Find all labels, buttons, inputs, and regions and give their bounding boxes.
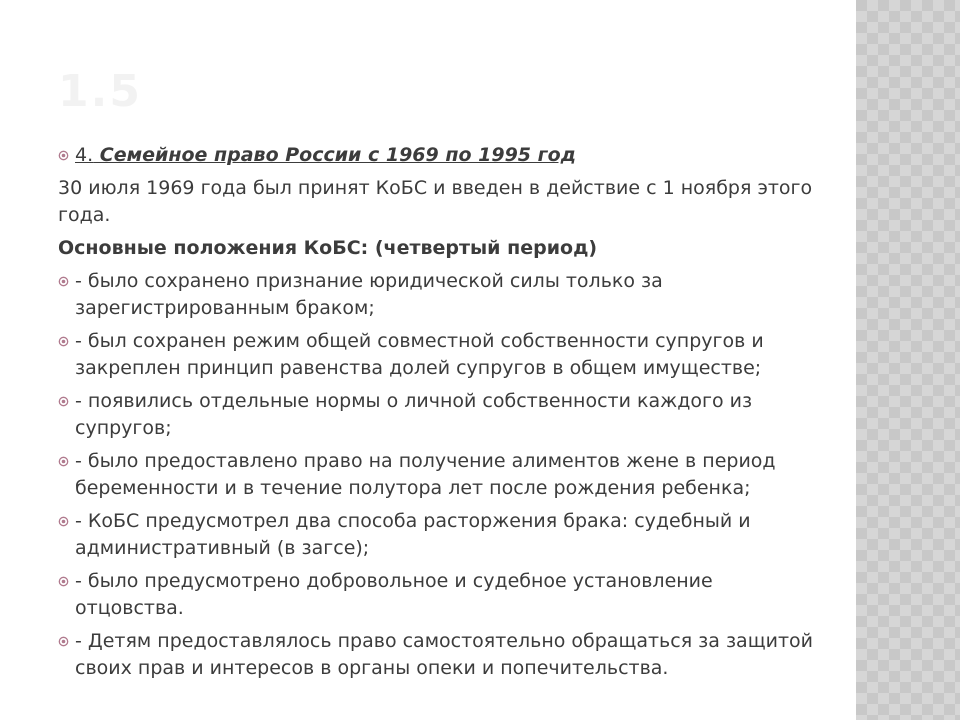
bullet-text: - появились отдельные нормы о личной собственности каждого из супругов; [75,390,753,439]
heading-number: 4. [75,144,94,166]
circle-bullet-icon [58,516,69,527]
circle-bullet-icon [58,276,69,287]
bullet-item [58,268,818,322]
circle-bullet-icon [58,336,69,347]
intro-paragraph: 30 июля 1969 года был принят КоБС и введен в действие с 1 ноября этого года. [58,177,813,226]
decorative-side-pattern [856,0,960,720]
bullet-item [58,628,818,682]
bullet-item [58,388,818,442]
bullet-list [58,268,818,682]
slide-title: 1.5 [58,66,142,117]
bullet-text: - было предусмотрено добровольное и судебное установление отцовства. [75,570,713,619]
circle-bullet-icon [58,636,69,647]
circle-bullet-icon [58,396,69,407]
subheading: Основные положения КоБС: (четвертый период) [58,237,598,259]
circle-bullet-icon [58,456,69,467]
bullet-text: - КоБС предусмотрел два способа расторжения брака: судебный и административный (в загсе); [75,510,751,559]
bullet-text: - было предоставлено право на получение алиментов жене в период беременности и в течение полутора лет после рождения ребенка; [75,450,776,499]
section-heading [58,142,818,169]
slide-content [58,142,818,688]
bullet-item [58,448,818,502]
bullet-text: - было сохранено признание юридической силы только за зарегистрированным браком; [75,270,663,319]
bullet-text: - Детям предоставлялось право самостоятельно обращаться за защитой своих прав и интересов в органы опеки и попечительства. [75,630,813,679]
circle-bullet-icon [58,150,69,161]
bullet-text: - был сохранен режим общей совместной собственности супругов и закреплен принцип равенства долей супругов в общем имуществе; [75,330,764,379]
bullet-item [58,508,818,562]
circle-bullet-icon [58,576,69,587]
bullet-item [58,568,818,622]
bullet-item [58,328,818,382]
heading-text: Семейное право России с 1969 по 1995 год [93,144,576,166]
